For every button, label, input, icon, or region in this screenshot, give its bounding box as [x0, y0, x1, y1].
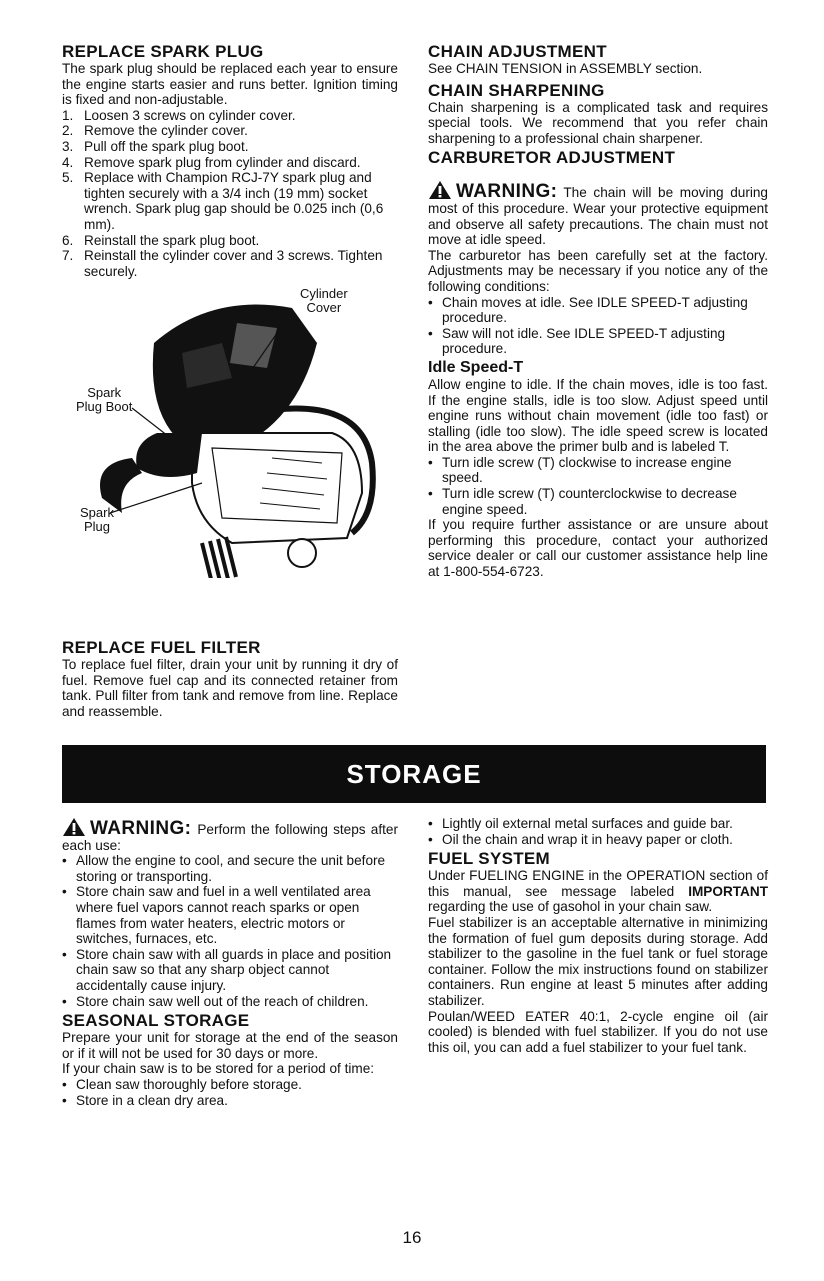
replace-spark-plug-intro: The spark plug should be replaced each year to ensure the engine starts easier and runs better. Ignition timing is fixed and non-adjustable. [62, 61, 398, 108]
list-item: • Store chain saw and fuel in a well ventilated area where fuel vapors cannot reach sparks or open flames from water heaters, electric motors or switches, furnaces, etc. [62, 884, 398, 946]
idle-speed-list [428, 455, 768, 517]
step-item: 6. Reinstall the spark plug boot. [62, 232, 260, 248]
spark-plug-steps [62, 108, 398, 280]
list-item: • Lightly oil external metal surfaces and guide bar. [428, 816, 768, 832]
callout-cylinder-cover: Cylinder Cover [300, 286, 348, 316]
carburetor-adjustment-heading: CARBURETOR ADJUSTMENT [428, 148, 676, 168]
callout-spark-plug: Spark Plug [80, 505, 114, 535]
list-item: • Store chain saw with all guards in place and position chain saw so that any sharp object cannot accidentally cause injury. [62, 947, 398, 994]
list-item: • Oil the chain and wrap it in heavy paper or cloth. [428, 832, 768, 848]
chain-adjustment-body: See CHAIN TENSION in ASSEMBLY section. [428, 61, 703, 76]
cylinder-cover-shape [153, 305, 317, 443]
list-item: • Chain moves at idle. See IDLE SPEED-T adjusting procedure. [428, 295, 768, 326]
step-item: 4. Remove spark plug from cylinder and discard. [62, 154, 361, 170]
replace-spark-plug-heading: REPLACE SPARK PLUG [62, 42, 264, 61]
fuel-system-body: Poulan/WEED EATER 40:1, 2-cycle engine oil (air cooled) is blended with fuel stabilizer. If you do not use this oil, you can add a fuel stabilizer to your fuel tank. [428, 1008, 768, 1055]
warning-label: WARNING: [90, 818, 192, 839]
step-item: 7. Reinstall the cylinder cover and 3 screws. Tighten securely. [62, 248, 383, 279]
list-item: • Clean saw thoroughly before storage. [62, 1077, 398, 1093]
step-item: 1. Loosen 3 screws on cylinder cover. [62, 107, 296, 123]
storage-warning [62, 814, 398, 853]
idle-speed-body: Allow engine to idle. If the chain moves, idle is too fast. If the engine stalls, idle is too slow. Adjust speed until engine runs without chain movement (idle too fast) or stalling (idle too slow). The idle speed screw is located in the area above the primer bulb and is labeled T. [428, 376, 768, 455]
warning-triangle-icon [62, 817, 86, 837]
storage-banner: STORAGE [62, 745, 766, 803]
carburetor-warning [428, 177, 768, 247]
important-label: IMPORTANT [688, 883, 768, 899]
storage-right-column [428, 816, 768, 1055]
step-item: 3. Pull off the spark plug boot. [62, 138, 249, 154]
list-item: • Store chain saw well out of the reach of children. [62, 994, 398, 1010]
idle-speed-closing: If you require further assistance or are unsure about performing this procedure, contact your authorized service dealer or call our customer assistance help line at 1-800-554-6723. [428, 517, 768, 580]
step-item: 2. Remove the cylinder cover. [62, 123, 248, 139]
storage-oil-list [428, 816, 768, 847]
carburetor-conditions-list [428, 295, 768, 357]
list-item: • Store in a clean dry area. [62, 1093, 398, 1109]
seasonal-storage-list [62, 1077, 398, 1108]
chain-sharpening-body: Chain sharpening is a complicated task and requires special tools. We recommend that you refer chain sharpening to a professional chain sharpener. [428, 99, 768, 146]
list-item: • Turn idle screw (T) clockwise to increase engine speed. [428, 455, 768, 486]
seasonal-storage-heading: SEASONAL STORAGE [62, 1011, 250, 1031]
replace-fuel-filter-body: To replace fuel filter, drain your unit by running it dry of fuel. Remove fuel cap and its connected retainer from tank. Pull filter from tank and remove from line. Replace and reassemble. [62, 657, 398, 719]
spark-plug-illustration [62, 283, 398, 578]
warning-label: WARNING: [456, 181, 558, 203]
seasonal-storage-body: Prepare your unit for storage at the end of the season or if it will not be used for 30 days or more. [62, 1030, 398, 1061]
storage-warning-list [62, 853, 398, 1009]
chain-sharpening-heading: CHAIN SHARPENING [428, 80, 605, 100]
replace-fuel-filter-heading: REPLACE FUEL FILTER [62, 638, 261, 657]
chain-adjustment-heading: CHAIN ADJUSTMENT [428, 42, 607, 61]
step-item: 5. Replace with Champion RCJ-7Y spark plug and tighten securely with a 3/4 inch (19 mm) socket wrench. Spark plug gap should be 0.025 inch (0,6 mm). [62, 170, 384, 232]
list-item: • Allow the engine to cool, and secure the unit before storing or transporting. [62, 853, 398, 884]
warning-text: Perform the following steps after each use: [62, 822, 398, 853]
storage-warning-section [62, 814, 398, 1108]
warning-triangle-icon [428, 180, 452, 200]
warning-text: The chain will be moving during most of this procedure. Wear your protective equipment and observe all safety precautions. The chain must not move at idle speed. [428, 185, 768, 248]
spark-plug-boot-shape [136, 433, 202, 477]
list-item: • Saw will not idle. See IDLE SPEED-T adjusting procedure. [428, 326, 768, 357]
right-top-column [428, 42, 768, 580]
seasonal-storage-body: If your chain saw is to be stored for a period of time: [62, 1061, 375, 1077]
fuel-system-body: Under FUELING ENGINE in the OPERATION section of this manual, see message labeled IMPORTANT regarding the use of gasohol in your chain saw. [428, 868, 768, 915]
replace-spark-plug-section [62, 42, 398, 578]
idle-speed-heading: Idle Speed-T [428, 358, 524, 376]
fraction: 3/4 [222, 185, 242, 201]
carburetor-body: The carburetor has been carefully set at the factory. Adjustments may be necessary if you notice any of the following conditions: [428, 247, 768, 294]
page-number: 16 [402, 1228, 422, 1247]
replace-fuel-filter-section [62, 638, 398, 719]
callout-spark-plug-boot: Spark Plug Boot [76, 385, 133, 415]
fuel-system-heading: FUEL SYSTEM [428, 849, 551, 869]
fuel-system-body: Fuel stabilizer is an acceptable alternative in minimizing the formation of fuel gum deposits during storage. Add stabilizer to the gasoline in the fuel tank or fuel storage container. Follow the mix instructions found on stabilizer containers. Run engine at least 5 minutes after adding stabilizer. [428, 914, 768, 1008]
list-item: • Turn idle screw (T) counterclockwise to decrease engine speed. [428, 486, 768, 517]
